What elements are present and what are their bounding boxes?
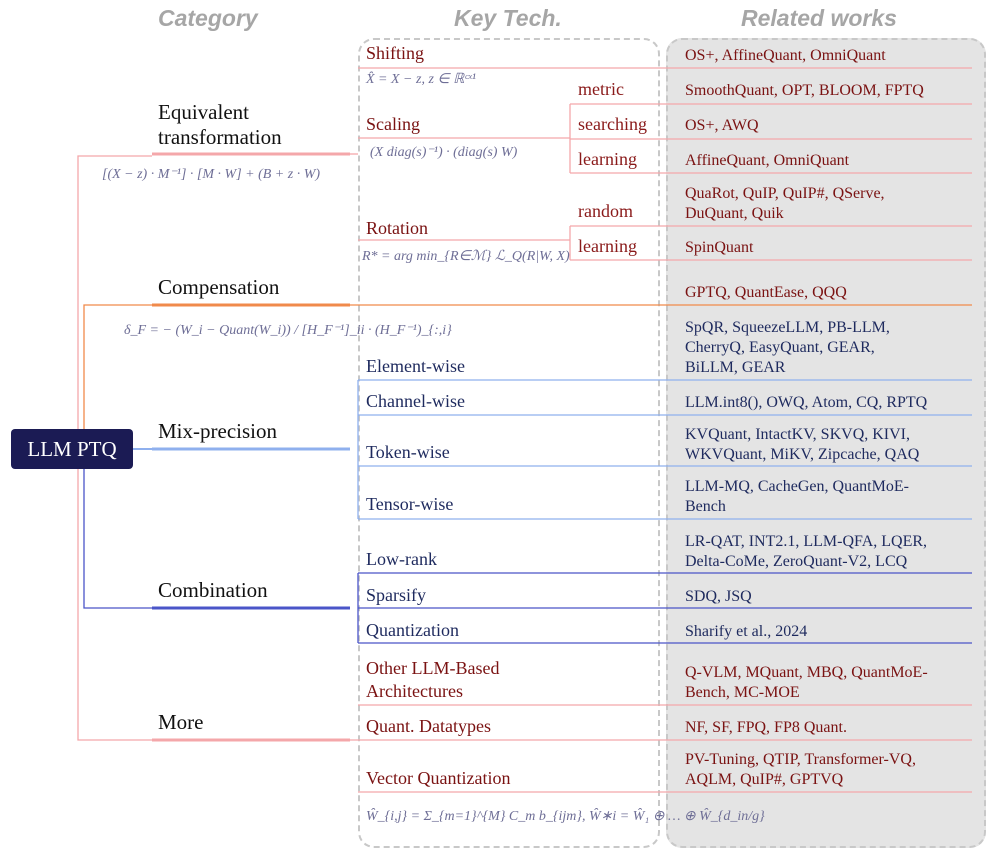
related-learning-rotation bbox=[685, 238, 753, 258]
related-learning-line1: AffineQuant, OmniQuant bbox=[685, 152, 850, 169]
related-sparsify bbox=[685, 587, 752, 607]
header-key-tech: Key Tech. bbox=[454, 5, 562, 31]
related-learning bbox=[685, 151, 849, 171]
related-searching-line1: OS+, AWQ bbox=[685, 117, 759, 134]
category-mix-precision[interactable]: Mix-precision bbox=[158, 419, 277, 443]
related-other-llm-line2: Bench, MC-MOE bbox=[685, 684, 800, 701]
tech-channel-wise[interactable]: Channel-wise bbox=[366, 391, 465, 411]
tech-vector-quantization[interactable]: Vector Quantization bbox=[366, 768, 511, 788]
related-sparsify-line1: SDQ, JSQ bbox=[685, 588, 752, 605]
related-token-wise-line1: KVQuant, IntactKV, SKVQ, KIVI, bbox=[685, 426, 911, 443]
subtech-learning-rotation[interactable]: learning bbox=[578, 236, 637, 256]
formula-rotation: R* = arg min_{R∈ℳ} ℒ_Q(R|W, X) bbox=[362, 249, 570, 264]
related-tensor-wise-line2: Bench bbox=[685, 498, 726, 515]
category-equivalent-transformation[interactable] bbox=[158, 100, 282, 150]
tech-other-llm-architectures[interactable] bbox=[366, 657, 499, 703]
root-node-llm-ptq[interactable]: LLM PTQ bbox=[11, 429, 133, 469]
tech-quant-datatypes[interactable]: Quant. Datatypes bbox=[366, 716, 491, 736]
related-element-wise-line3: BiLLM, GEAR bbox=[685, 359, 786, 376]
related-metric-line1: SmoothQuant, OPT, BLOOM, FPTQ bbox=[685, 82, 924, 99]
related-random-line1: QuaRot, QuIP, QuIP#, QServe, bbox=[685, 185, 885, 202]
related-channel-wise bbox=[685, 393, 927, 413]
tech-rotation[interactable]: Rotation bbox=[366, 218, 428, 238]
related-vector-quant bbox=[685, 750, 916, 790]
formula-shifting: X̂ = X − z, z ∈ ℝᶜˣ¹ bbox=[366, 72, 477, 87]
tech-low-rank[interactable]: Low-rank bbox=[366, 549, 437, 569]
related-tensor-wise-line1: LLM-MQ, CacheGen, QuantMoE- bbox=[685, 478, 909, 495]
related-other-llm-line1: Q-VLM, MQuant, MBQ, QuantMoE- bbox=[685, 664, 928, 681]
tech-element-wise[interactable]: Element-wise bbox=[366, 356, 465, 376]
category-equivalent-line1: Equivalent bbox=[158, 100, 249, 124]
related-shifting bbox=[685, 46, 886, 66]
related-quant-datatypes-line1: NF, SF, FPQ, FP8 Quant. bbox=[685, 719, 847, 736]
subtech-random[interactable]: random bbox=[578, 201, 633, 221]
related-quant-datatypes bbox=[685, 718, 847, 738]
related-quantization-line1: Sharify et al., 2024 bbox=[685, 623, 808, 640]
header-related-works: Related works bbox=[741, 5, 897, 31]
category-compensation[interactable]: Compensation bbox=[158, 275, 280, 299]
tech-scaling[interactable]: Scaling bbox=[366, 114, 420, 134]
related-random bbox=[685, 184, 885, 224]
tech-token-wise[interactable]: Token-wise bbox=[366, 442, 450, 462]
category-more[interactable]: More bbox=[158, 710, 204, 734]
related-compensation bbox=[685, 283, 847, 303]
tech-shifting[interactable]: Shifting bbox=[366, 43, 425, 63]
category-equivalent-line2: transformation bbox=[158, 125, 282, 149]
subtech-metric[interactable]: metric bbox=[578, 79, 624, 99]
related-metric bbox=[685, 81, 924, 101]
category-combination[interactable]: Combination bbox=[158, 578, 268, 602]
header-category: Category bbox=[158, 5, 258, 31]
formula-equivalent: [(X − z) · M⁻¹] · [M · W] + (B + z · W) bbox=[102, 167, 321, 182]
tech-quantization[interactable]: Quantization bbox=[366, 620, 459, 640]
related-searching bbox=[685, 116, 759, 136]
related-learning-rotation-line1: SpinQuant bbox=[685, 239, 754, 256]
related-random-line2: DuQuant, Quik bbox=[685, 205, 784, 222]
formula-scaling: (X diag(s)⁻¹) · (diag(s) W) bbox=[370, 145, 518, 160]
related-element-wise-line2: CherryQ, EasyQuant, GEAR, bbox=[685, 339, 875, 356]
related-shifting-line1: OS+, AffineQuant, OmniQuant bbox=[685, 47, 886, 64]
related-compensation-line1: GPTQ, QuantEase, QQQ bbox=[685, 284, 847, 301]
tech-tensor-wise[interactable]: Tensor-wise bbox=[366, 494, 454, 514]
formula-compensation: δ_F = − (W_i − Quant(W_i)) / [H_F⁻¹]_ii · (H_F⁻¹)_{:,i} bbox=[124, 323, 452, 338]
related-element-wise bbox=[685, 318, 890, 378]
related-vector-quant-line2: AQLM, QuIP#, GPTVQ bbox=[685, 771, 844, 788]
formula-vector-quant: Ŵ_{i,j} = Σ_{m=1}^{M} C_m b_{ijm}, Ŵ∗i = Ŵ₁ ⊕ … ⊕ Ŵ_{d_in/g} bbox=[366, 809, 765, 824]
tech-other-llm-line2: Architectures bbox=[366, 681, 463, 701]
related-other-llm bbox=[685, 663, 928, 703]
related-low-rank-line2: Delta-CoMe, ZeroQuant-V2, LCQ bbox=[685, 553, 908, 570]
related-token-wise-line2: WKVQuant, MiKV, Zipcache, QAQ bbox=[685, 446, 920, 463]
related-low-rank-line1: LR-QAT, INT2.1, LLM-QFA, LQER, bbox=[685, 533, 928, 550]
tech-other-llm-line1: Other LLM-Based bbox=[366, 658, 500, 678]
related-channel-wise-line1: LLM.int8(), OWQ, Atom, CQ, RPTQ bbox=[685, 394, 928, 411]
related-quantization bbox=[685, 622, 807, 642]
related-element-wise-line1: SpQR, SqueezeLLM, PB-LLM, bbox=[685, 319, 890, 336]
tech-sparsify[interactable]: Sparsify bbox=[366, 585, 426, 605]
subtech-searching[interactable]: searching bbox=[578, 114, 647, 134]
related-token-wise bbox=[685, 425, 919, 465]
related-tensor-wise bbox=[685, 477, 909, 517]
related-vector-quant-line1: PV-Tuning, QTIP, Transformer-VQ, bbox=[685, 751, 916, 768]
related-low-rank bbox=[685, 532, 927, 572]
subtech-learning[interactable]: learning bbox=[578, 149, 637, 169]
